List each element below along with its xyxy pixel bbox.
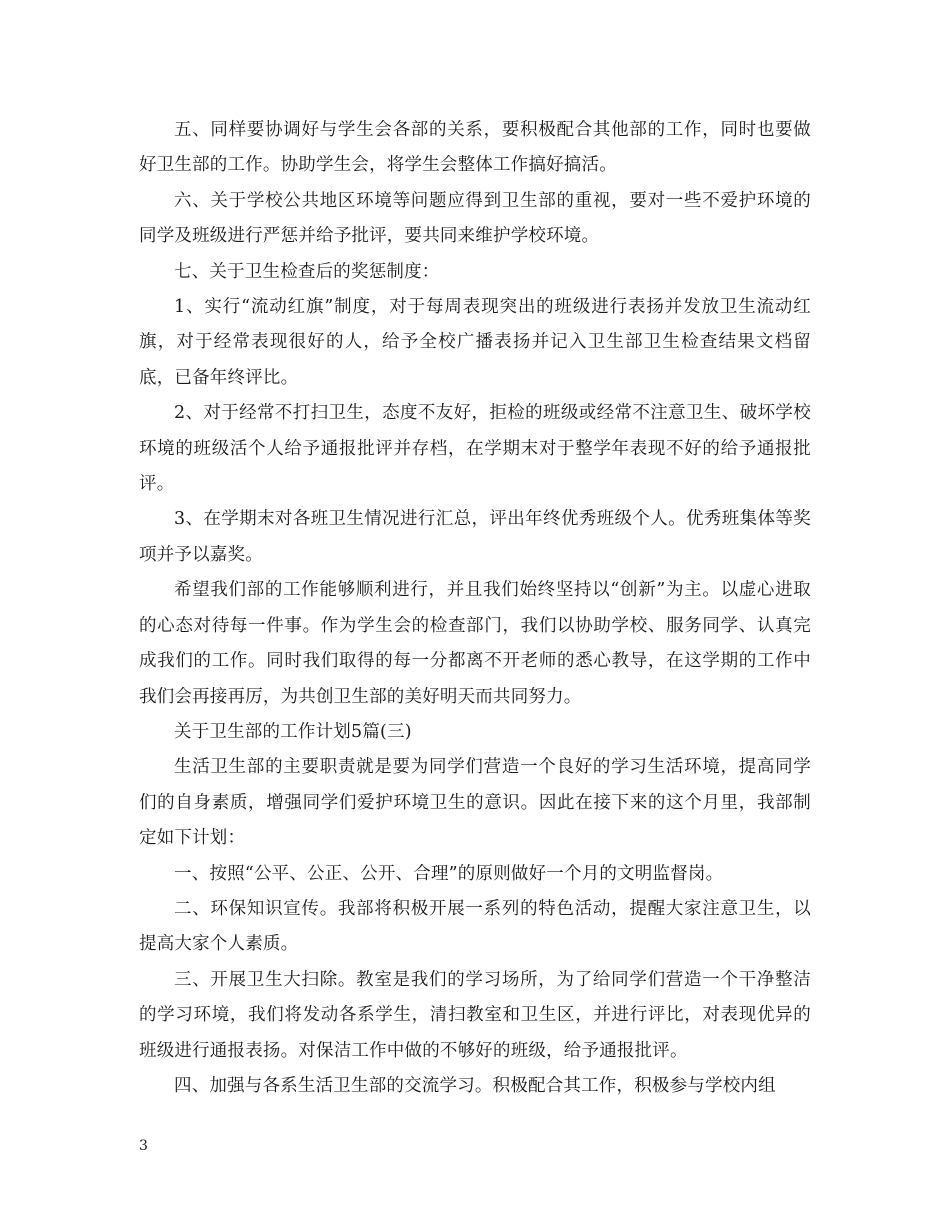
paragraph-rule-1: 1、实行“流动红旗”制度，对于每周表现突出的班级进行表扬并发放卫生流动红旗，对于经常表现很好的人，给予全校广播表扬并记入卫生部卫生检查结果文档留底，已备年终评比。 bbox=[139, 297, 811, 388]
paragraph-item-7: 七、关于卫生检查后的奖惩制度： bbox=[174, 261, 440, 282]
paragraph-item-5: 五、同样要协调好与学生会各部的关系，要积极配合其他部的工作，同时也要做好卫生部的工作。协助学生会，将学生会整体工作搞好搞活。 bbox=[139, 120, 811, 176]
paragraph-plan-3: 三、开展卫生大扫除。教室是我们的学习场所，为了给同学们营造一个干净整洁的学习环境，我们将发动各系学生，清扫教室和卫生区，并进行评比，对表现优异的班级进行通报表扬。对保洁工作中做的不够好的班级，给予通报批评。 bbox=[139, 969, 811, 1061]
paragraph-rule-3: 3、在学期末对各班卫生情况进行汇总，评出年终优秀班级个人。优秀班集体等奖项并予以嘉奖。 bbox=[139, 509, 811, 565]
paragraph-plan-4: 四、加强与各系生活卫生部的交流学习。积极配合其工作，积极参与学校内组 bbox=[174, 1075, 776, 1096]
paragraph-closing: 希望我们部的工作能够顺利进行，并且我们始终坚持以“创新”为主。以虚心进取的心态对待每一件事。作为学生会的检查部门，我们以协助学校、服务同学、认真完成我们的工作。同时我们取得的每一分都离不开老师的悉心教导，在这学期的工作中我们会再接再厉，为共创卫生部的美好明天而共同努力。 bbox=[139, 580, 811, 707]
paragraph-plan-2: 二、环保知识宣传。我部将积极开展一系列的特色活动，提醒大家注意卫生，以提高大家个人素质。 bbox=[139, 898, 811, 955]
section-heading: 关于卫生部的工作计划5篇(三) bbox=[174, 721, 412, 742]
paragraph-item-6: 六、关于学校公共地区环境等问题应得到卫生部的重视，要对一些不爱护环境的同学及班级进行严惩并给予批评，要共同来维护学校环境。 bbox=[139, 190, 811, 247]
page-number: 3 bbox=[139, 1138, 148, 1154]
document-body bbox=[139, 113, 811, 1104]
paragraph-intro: 生活卫生部的主要职责就是要为同学们营造一个良好的学习生活环境，提高同学们的自身素质，增强同学们爱护环境卫生的意识。因此在接下来的这个月里，我部制定如下计划： bbox=[139, 757, 811, 849]
paragraph-plan-1: 一、按照“公平、公正、公开、合理”的原则做好一个月的文明监督岗。 bbox=[174, 863, 724, 884]
paragraph-rule-2: 2、对于经常不打扫卫生，态度不友好，拒检的班级或经常不注意卫生、破坏学校环境的班级活个人给予通报批评并存档，在学期末对于整学年表现不好的给予通报批评。 bbox=[139, 403, 811, 495]
